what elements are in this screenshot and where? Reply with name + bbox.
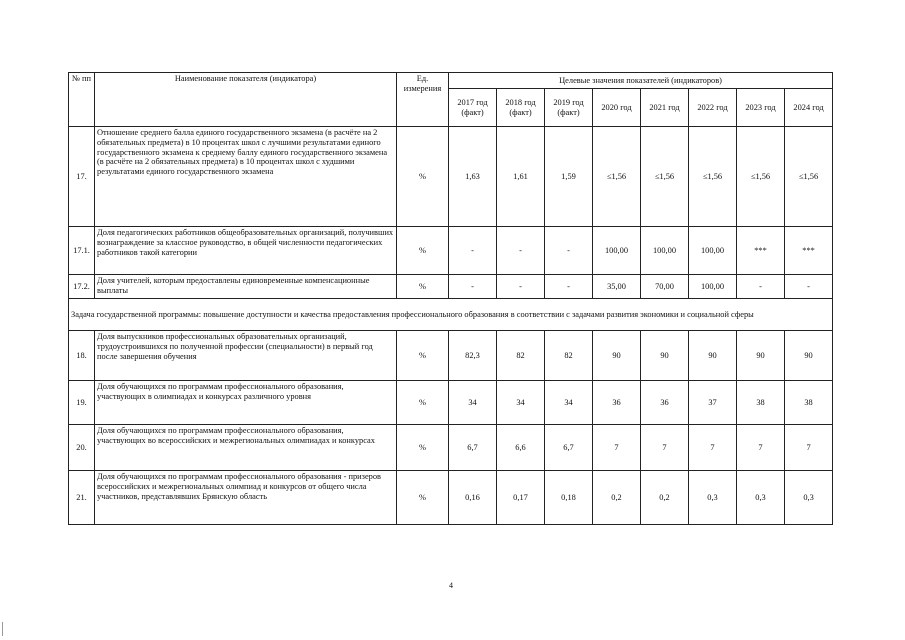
value-cell: 7 bbox=[785, 425, 833, 471]
header-year bbox=[689, 89, 737, 127]
value-cell: 36 bbox=[641, 381, 689, 425]
value-cell: - bbox=[497, 275, 545, 299]
table-row bbox=[69, 127, 833, 227]
value-cell: 1,61 bbox=[497, 127, 545, 227]
value-cell: 0,2 bbox=[641, 471, 689, 525]
header-no: № пп bbox=[69, 73, 95, 127]
header-year-label: 2019 год bbox=[553, 97, 584, 107]
value-cell: 0,3 bbox=[785, 471, 833, 525]
header-year-label: 2020 год bbox=[601, 102, 632, 112]
value-cell: - bbox=[497, 227, 545, 275]
unit-cell: % bbox=[397, 127, 449, 227]
header-year bbox=[449, 89, 497, 127]
value-cell: ≤1,56 bbox=[785, 127, 833, 227]
header-year-sub: (факт) bbox=[509, 107, 532, 117]
value-cell: 0,3 bbox=[689, 471, 737, 525]
row-number: 17.1. bbox=[69, 227, 95, 275]
table-row bbox=[69, 331, 833, 381]
value-cell: - bbox=[449, 227, 497, 275]
row-number: 19. bbox=[69, 381, 95, 425]
row-number: 21. bbox=[69, 471, 95, 525]
value-cell: 0,18 bbox=[545, 471, 593, 525]
value-cell: 6,7 bbox=[545, 425, 593, 471]
value-cell: 34 bbox=[449, 381, 497, 425]
value-cell: *** bbox=[737, 227, 785, 275]
task-text: Задача государственной программы: повышение доступности и качества предоставления профессионального образования в соответствии с задачами развития экономики и социальной сферы bbox=[69, 299, 833, 331]
unit-cell: % bbox=[397, 275, 449, 299]
unit-cell: % bbox=[397, 381, 449, 425]
value-cell: ≤1,56 bbox=[689, 127, 737, 227]
indicators-table bbox=[68, 72, 833, 525]
value-cell: 7 bbox=[689, 425, 737, 471]
header-year-label: 2018 год bbox=[505, 97, 536, 107]
header-year-label: 2017 год bbox=[457, 97, 488, 107]
indicator-name: Доля обучающихся по программам профессионального образования, участвующих в олимпиадах и конкурсах различного уровня bbox=[95, 381, 397, 425]
header-year-sub: (факт) bbox=[461, 107, 484, 117]
value-cell: 0,16 bbox=[449, 471, 497, 525]
value-cell: ≤1,56 bbox=[737, 127, 785, 227]
value-cell: - bbox=[449, 275, 497, 299]
header-year-label: 2021 год bbox=[649, 102, 680, 112]
value-cell: 100,00 bbox=[689, 275, 737, 299]
indicator-name: Доля учителей, которым предоставлены единовременные компенсационные выплаты bbox=[95, 275, 397, 299]
value-cell: 6,7 bbox=[449, 425, 497, 471]
header-year-label: 2024 год bbox=[793, 102, 824, 112]
header-year-label: 2022 год bbox=[697, 102, 728, 112]
value-cell: 70,00 bbox=[641, 275, 689, 299]
header-year bbox=[593, 89, 641, 127]
row-number: 17. bbox=[69, 127, 95, 227]
value-cell: 90 bbox=[689, 331, 737, 381]
value-cell: 7 bbox=[641, 425, 689, 471]
value-cell: 90 bbox=[785, 331, 833, 381]
row-number: 20. bbox=[69, 425, 95, 471]
header-unit: Ед. измерения bbox=[397, 73, 449, 127]
indicator-name: Отношение среднего балла единого государственного экзамена (в расчёте на 2 обязательных предмета) в 10 процентах школ с лучшими результатами единого государственного экзамена к среднему баллу единого государственного экзамена (в расчёте на 2 обязательных предмета) в 10 процентах школ с худшими результатами единого государственного экзамена bbox=[95, 127, 397, 227]
value-cell: 34 bbox=[545, 381, 593, 425]
value-cell: 34 bbox=[497, 381, 545, 425]
header-year bbox=[737, 89, 785, 127]
value-cell: 7 bbox=[593, 425, 641, 471]
value-cell: 100,00 bbox=[593, 227, 641, 275]
value-cell: 1,59 bbox=[545, 127, 593, 227]
value-cell: 82 bbox=[497, 331, 545, 381]
value-cell: 100,00 bbox=[641, 227, 689, 275]
value-cell: 90 bbox=[593, 331, 641, 381]
value-cell: 38 bbox=[785, 381, 833, 425]
value-cell: ≤1,56 bbox=[593, 127, 641, 227]
value-cell: 37 bbox=[689, 381, 737, 425]
header-targets: Целевые значения показателей (индикаторов) bbox=[449, 73, 833, 89]
unit-cell: % bbox=[397, 227, 449, 275]
header-name: Наименование показателя (индикатора) bbox=[95, 73, 397, 127]
value-cell: 100,00 bbox=[689, 227, 737, 275]
value-cell: - bbox=[785, 275, 833, 299]
value-cell: 82 bbox=[545, 331, 593, 381]
table-row bbox=[69, 227, 833, 275]
value-cell: 35,00 bbox=[593, 275, 641, 299]
value-cell: 82,3 bbox=[449, 331, 497, 381]
value-cell: 0,2 bbox=[593, 471, 641, 525]
value-cell: 0,3 bbox=[737, 471, 785, 525]
header-year bbox=[641, 89, 689, 127]
task-row bbox=[69, 299, 833, 331]
value-cell: 38 bbox=[737, 381, 785, 425]
value-cell: - bbox=[545, 227, 593, 275]
header-year bbox=[545, 89, 593, 127]
header-year bbox=[497, 89, 545, 127]
table-row bbox=[69, 275, 833, 299]
value-cell: 90 bbox=[737, 331, 785, 381]
table-row bbox=[69, 471, 833, 525]
indicator-name: Доля выпускников профессиональных образовательных организаций, трудоустроившихся по полученной профессии (специальности) в первый год после завершения обучения bbox=[95, 331, 397, 381]
table-row bbox=[69, 381, 833, 425]
indicator-name: Доля обучающихся по программам профессионального образования, участвующих во всероссийских и межрегиональных олимпиадах и конкурсах bbox=[95, 425, 397, 471]
indicator-name: Доля педагогических работников общеобразовательных организаций, получивших вознаграждение за классное руководство, в общей численности педагогических работников такой категории bbox=[95, 227, 397, 275]
value-cell: 90 bbox=[641, 331, 689, 381]
value-cell: - bbox=[545, 275, 593, 299]
value-cell: 1,63 bbox=[449, 127, 497, 227]
value-cell: 6,6 bbox=[497, 425, 545, 471]
header-year-label: 2023 год bbox=[745, 102, 776, 112]
value-cell: ≤1,56 bbox=[641, 127, 689, 227]
unit-cell: % bbox=[397, 331, 449, 381]
row-number: 18. bbox=[69, 331, 95, 381]
row-number: 17.2. bbox=[69, 275, 95, 299]
page-number: 4 bbox=[449, 581, 453, 590]
table-row bbox=[69, 425, 833, 471]
header-year-sub: (факт) bbox=[557, 107, 580, 117]
value-cell: 0,17 bbox=[497, 471, 545, 525]
unit-cell: % bbox=[397, 425, 449, 471]
margin-mark bbox=[2, 622, 3, 636]
header-year bbox=[785, 89, 833, 127]
value-cell: *** bbox=[785, 227, 833, 275]
value-cell: 36 bbox=[593, 381, 641, 425]
indicator-name: Доля обучающихся по программам профессионального образования - призеров всероссийских и межрегиональных олимпиад и конкурсов от общего числа участников, представлявших Брянскую область bbox=[95, 471, 397, 525]
value-cell: 7 bbox=[737, 425, 785, 471]
unit-cell: % bbox=[397, 471, 449, 525]
value-cell: - bbox=[737, 275, 785, 299]
